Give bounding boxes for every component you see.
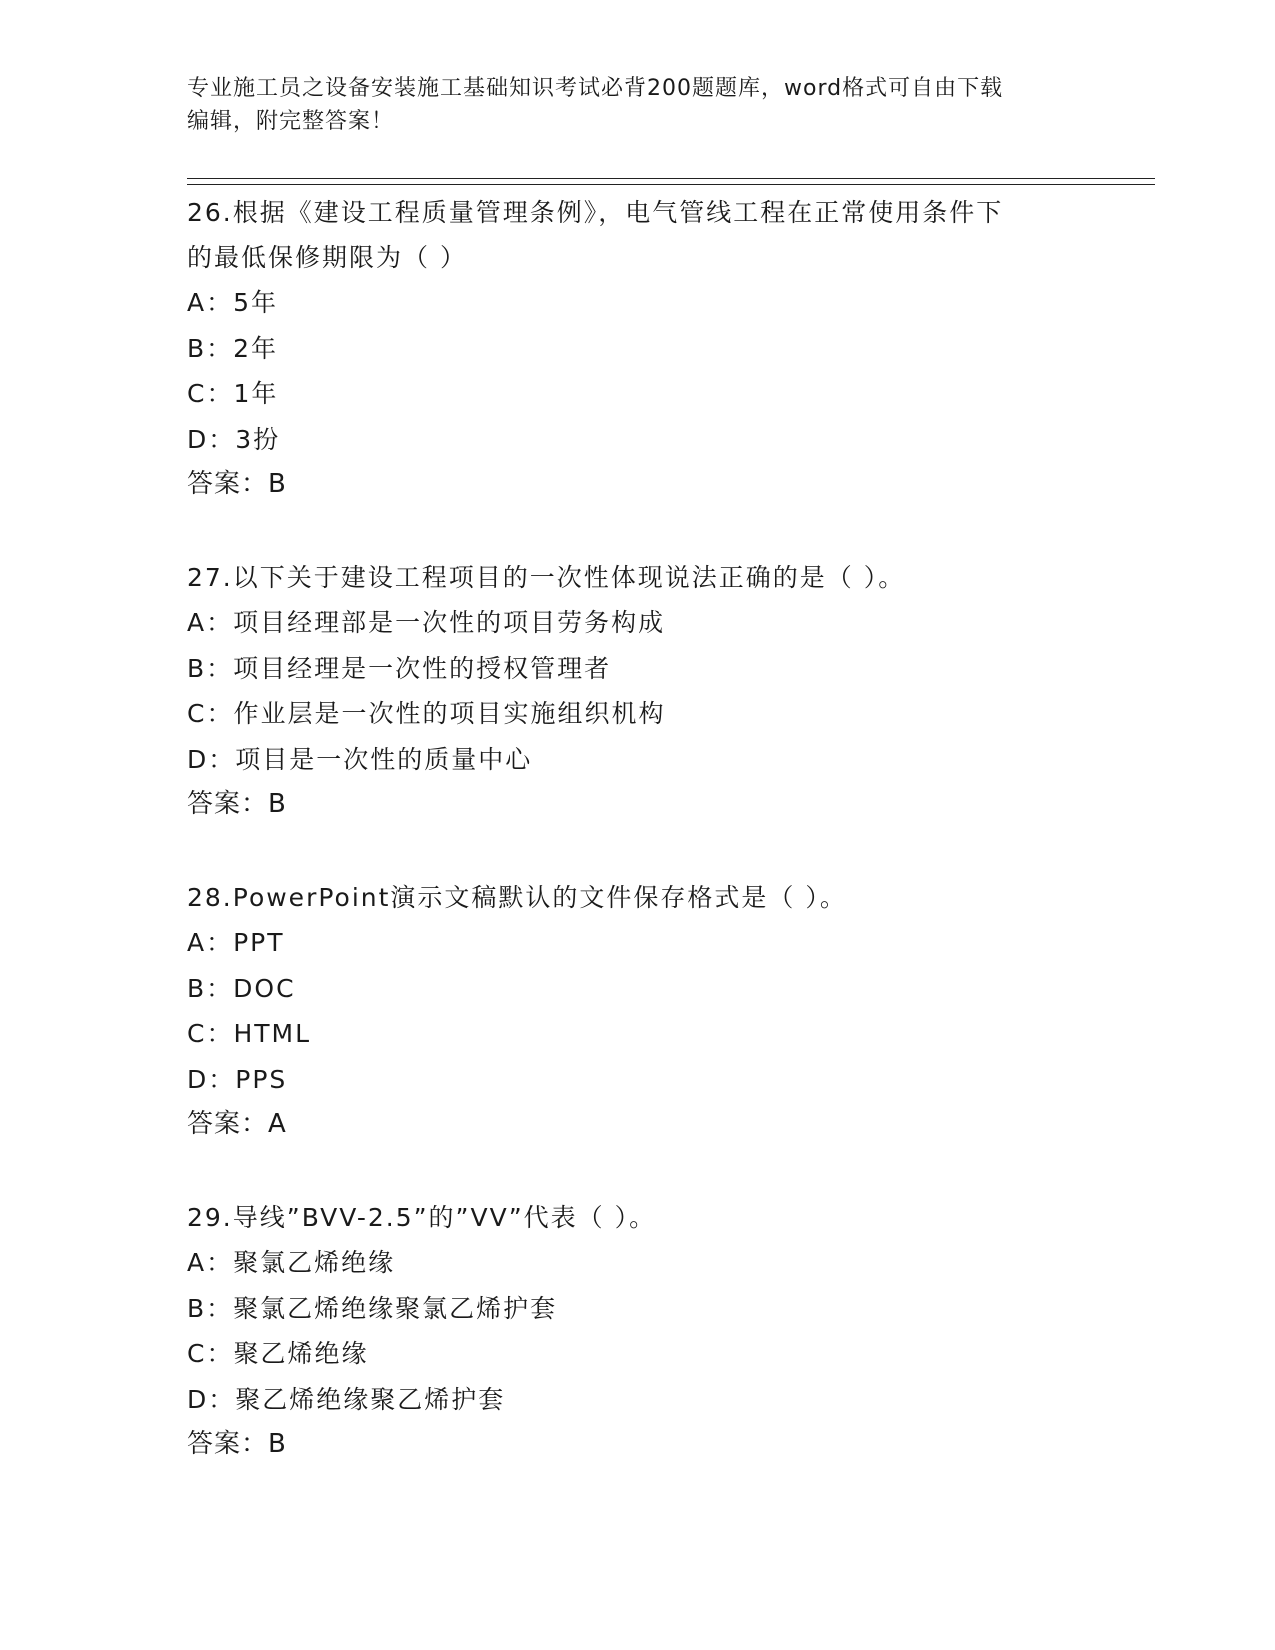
option-a: A：5年 <box>187 288 279 317</box>
question-26 <box>187 190 1087 508</box>
header-line-1: 专业施工员之设备安装施工基础知识考试必背200题题库，word格式可自由下载 <box>187 76 1004 101</box>
header-divider-bottom <box>187 184 1155 185</box>
answer: 答案：A <box>187 1109 287 1139</box>
document-header <box>187 72 1067 138</box>
option-c: C：1年 <box>187 379 279 408</box>
option-c: C：聚乙烯绝缘 <box>187 1339 369 1368</box>
answer: 答案：B <box>187 469 287 499</box>
option-d: D：3扮 <box>187 424 281 454</box>
option-a: A：PPT <box>187 928 285 957</box>
question-title: 28.PowerPoint演示文稿默认的文件保存格式是（ ）。 <box>187 883 847 912</box>
option-a: A：聚氯乙烯绝缘 <box>187 1248 396 1277</box>
option-c: C：HTML <box>187 1019 312 1048</box>
question-28 <box>187 875 1087 1148</box>
question-title: 29.导线”BVV-2.5”的”VV”代表（ ）。 <box>187 1203 657 1232</box>
answer: 答案：B <box>187 789 287 819</box>
question-29 <box>187 1195 1087 1468</box>
option-b: B：聚氯乙烯绝缘聚氯乙烯护套 <box>187 1293 558 1323</box>
header-divider-top <box>187 178 1155 179</box>
question-title: 27.以下关于建设工程项目的一次性体现说法正确的是（ ）。 <box>187 563 906 592</box>
question-27 <box>187 555 1087 828</box>
option-d: D：聚乙烯绝缘聚乙烯护套 <box>187 1384 506 1414</box>
option-b: B：项目经理是一次性的授权管理者 <box>187 653 612 683</box>
option-c: C：作业层是一次性的项目实施组织机构 <box>187 699 666 728</box>
header-line-2: 编辑，附完整答案！ <box>187 109 395 134</box>
question-title: 26.根据《建设工程质量管理条例》，电气管线工程在正常使用条件下 <box>187 198 1004 227</box>
answer: 答案：B <box>187 1429 287 1459</box>
option-d: D：PPS <box>187 1064 288 1094</box>
option-d: D：项目是一次性的质量中心 <box>187 744 533 774</box>
option-b: B：2年 <box>187 333 279 363</box>
option-b: B：DOC <box>187 973 296 1003</box>
question-title-continued: 的最低保修期限为（ ） <box>187 243 467 272</box>
option-a: A：项目经理部是一次性的项目劳务构成 <box>187 608 666 637</box>
